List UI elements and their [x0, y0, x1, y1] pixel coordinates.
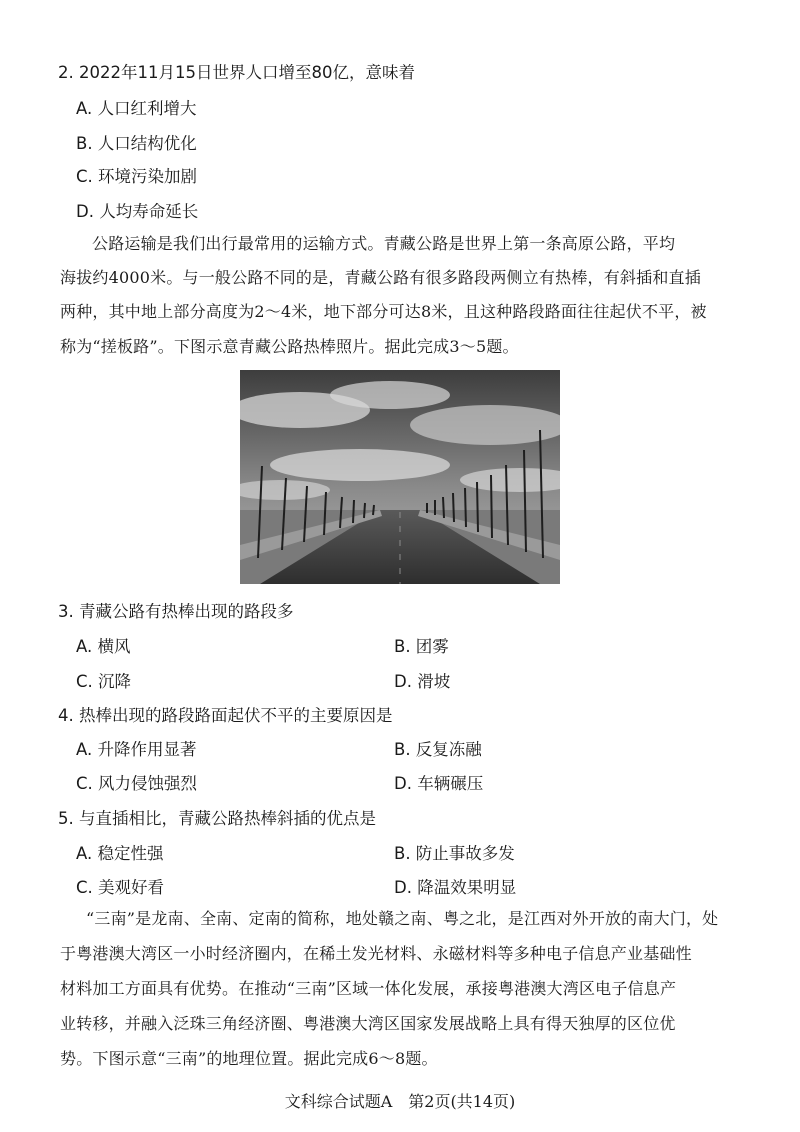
q4-option-a: A. 升降作用显著: [76, 740, 197, 759]
passage2-line-2: 于粤港澳大湾区一小时经济圈内，在稀土发光材料、永磁材料等多种电子信息产业基础性: [60, 944, 692, 963]
q5-option-a: A. 稳定性强: [76, 844, 164, 863]
passage1-line-1: 公路运输是我们出行最常用的运输方式。青藏公路是世界上第一条高原公路，平均: [92, 234, 676, 253]
q3-option-a: A. 横风: [76, 637, 131, 656]
passage1-line-2: 海拔约4000米。与一般公路不同的是，青藏公路有很多路段两侧立有热棒，有斜插和直插: [60, 268, 701, 287]
q3-option-c: C. 沉降: [76, 672, 132, 691]
highway-heat-pipe-photo: [240, 370, 560, 584]
passage1-line-3: 两种，其中地上部分高度为2～4米，地下部分可达8米，且这种路段路面往往起伏不平，被: [60, 302, 707, 321]
page-footer: 文科综合试题A 第2页(共14页): [284, 1092, 516, 1111]
q5-option-d: D. 降温效果明显: [394, 878, 517, 897]
q4-option-d: D. 车辆碾压: [394, 774, 484, 793]
passage2-line-5: 势。下图示意“三南”的地理位置。据此完成6～8题。: [60, 1049, 438, 1068]
q5-option-c: C. 美观好看: [76, 878, 165, 897]
question-2-stem: 2. 2022年11月15日世界人口增至80亿，意味着: [58, 63, 415, 82]
passage2-line-3: 材料加工方面具有优势。在推动“三南”区域一体化发展，承接粤港澳大湾区电子信息产: [60, 979, 677, 998]
passage2-line-4: 业转移，并融入泛珠三角经济圈、粤港澳大湾区国家发展战略上具有得天独厚的区位优: [60, 1014, 676, 1033]
q5-option-b: B. 防止事故多发: [394, 844, 515, 863]
passage1-line-4: 称为“搓板路”。下图示意青藏公路热棒照片。据此完成3～5题。: [60, 337, 519, 356]
q2-option-b: B. 人口结构优化: [76, 134, 197, 153]
q3-option-d: D. 滑坡: [394, 672, 451, 691]
q4-option-b: B. 反复冻融: [394, 740, 482, 759]
passage2-line-1: “三南”是龙南、全南、定南的简称，地处赣之南、粤之北，是江西对外开放的南大门，处: [86, 909, 719, 928]
q2-option-a: A. 人口红利增大: [76, 99, 197, 118]
q3-option-b: B. 团雾: [394, 637, 449, 656]
q2-option-d: D. 人均寿命延长: [76, 202, 199, 221]
q2-option-c: C. 环境污染加剧: [76, 167, 198, 186]
question-4-stem: 4. 热棒出现的路段路面起伏不平的主要原因是: [58, 706, 393, 725]
question-5-stem: 5. 与直插相比，青藏公路热棒斜插的优点是: [58, 809, 376, 828]
question-3-stem: 3. 青藏公路有热棒出现的路段多: [58, 602, 294, 621]
q4-option-c: C. 风力侵蚀强烈: [76, 774, 198, 793]
